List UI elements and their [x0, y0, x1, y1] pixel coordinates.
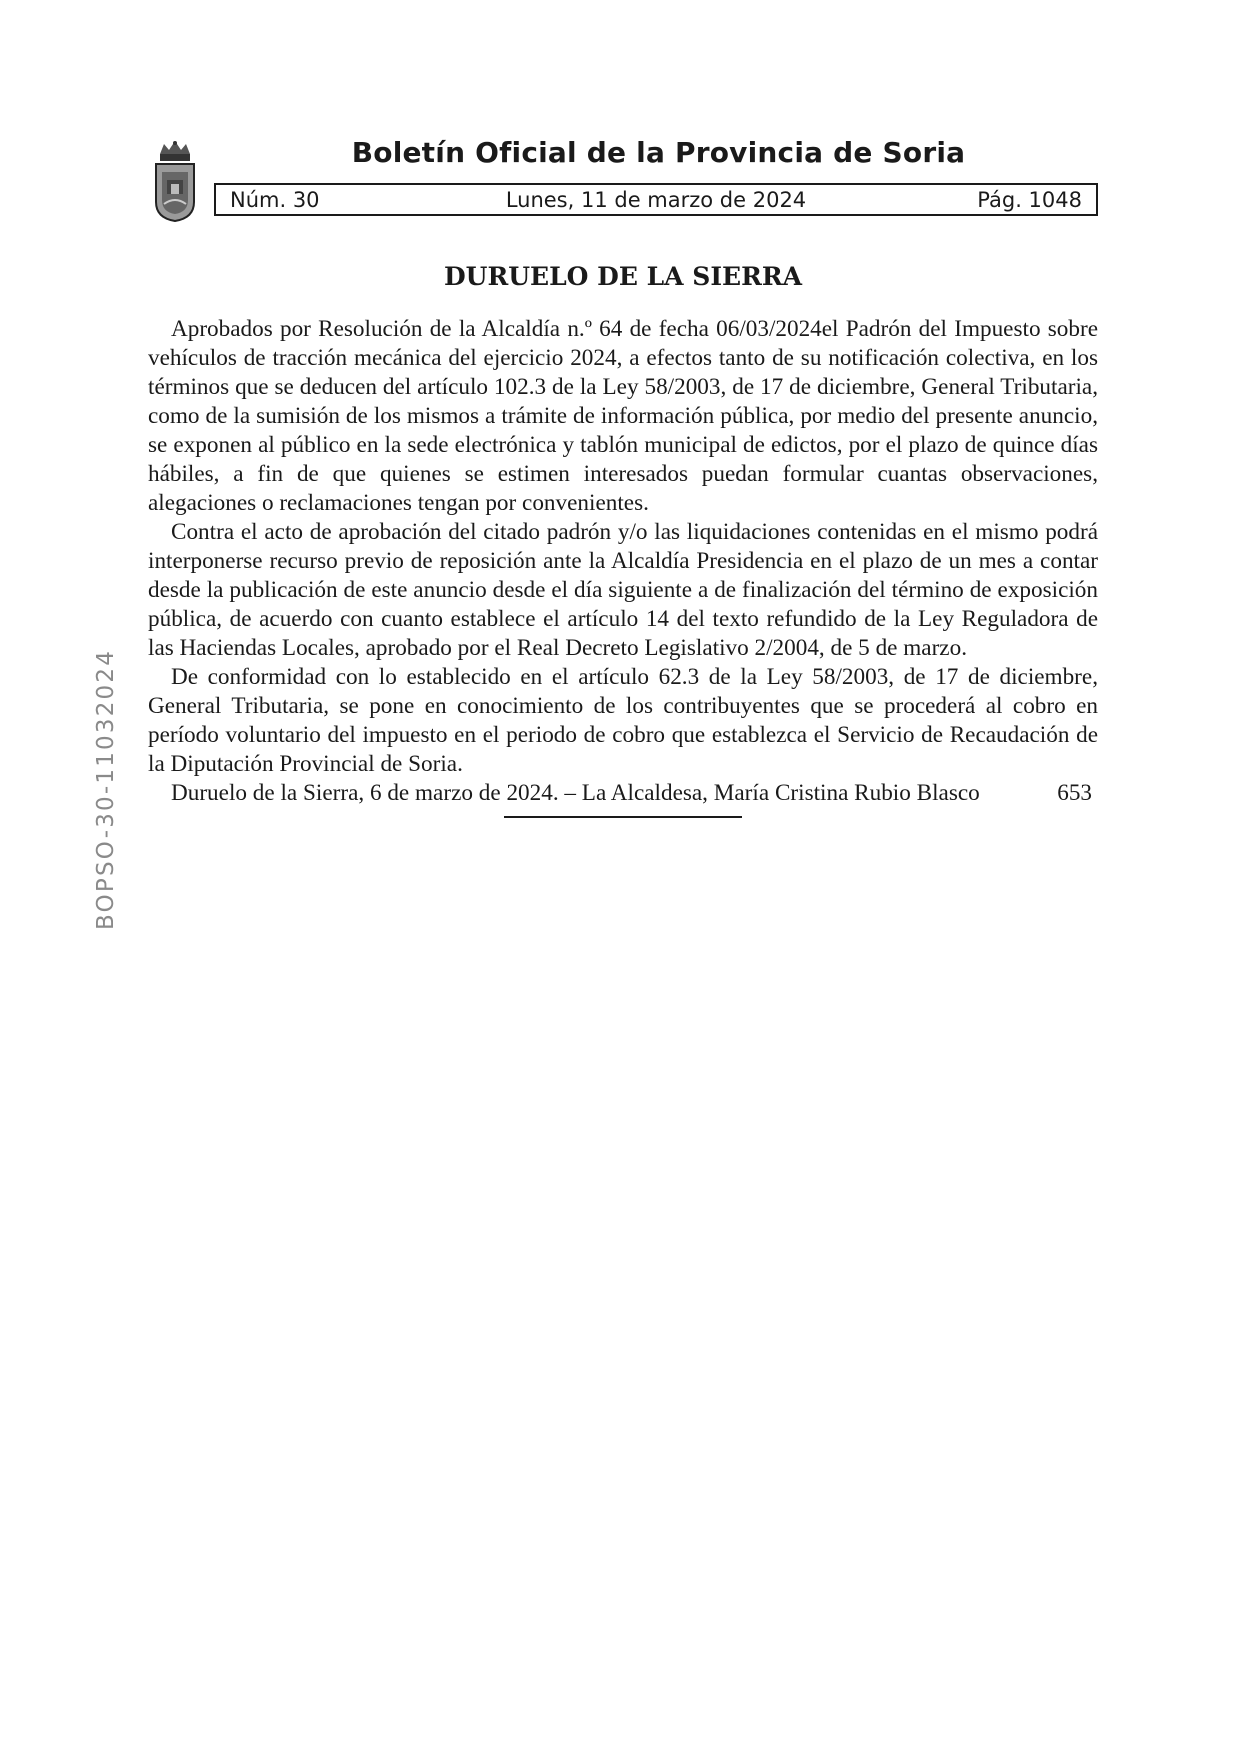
coat-of-arms-icon: [152, 140, 198, 222]
end-rule: [504, 816, 742, 818]
paragraph-3: De conformidad con lo establecido en el artículo 62.3 de la Ley 58/2003, de 17 de diciembre, General Tributaria, se pone en conocimiento de los contribuyentes que se procederá al cobro en período voluntario del impuesto en el periodo de cobro que establezca el Servicio de Recaudación de la Diputación Provincial de Soria.: [148, 664, 1098, 777]
page-number: Pág. 1048: [977, 188, 1082, 212]
document-code-stamp: BOPSO-30-11032024: [93, 648, 119, 930]
paragraph-1: Aprobados por Resolución de la Alcaldía n.º 64 de fecha 06/03/2024el Padrón del Impuesto sobre vehículos de tracción mecánica del ejercicio 2024, a efectos tanto de su notificación colectiva, en los términos que se deducen del artículo 102.3 de la Ley 58/2003, de 17 de diciembre, General Tributaria, como de la sumisión de los mismos a trámite de información pública, por medio del presente anuncio, se exponen al público en la sede electrónica y tablón municipal de edictos, por el plazo de quince días hábiles, a fin de que quienes se estimen interesados puedan formular cuantas observaciones, alegaciones o reclamaciones tengan por convenientes.: [148, 316, 1098, 516]
issue-date: Lunes, 11 de marzo de 2024: [505, 188, 807, 212]
announcement-number: 653: [1057, 780, 1092, 806]
paragraph-2: Contra el acto de aprobación del citado padrón y/o las liquidaciones contenidas en el mismo podrá interponerse recurso previo de reposición ante la Alcaldía Presidencia en el plazo de un mes a contar desde la publicación de este anuncio desde el día siguiente a de finalización del término de exposición pública, de acuerdo con cuanto establece el artículo 14 del texto refundido de la Ley Reguladora de las Haciendas Locales, aprobado por el Real Decreto Legislativo 2/2004, de 5 de marzo.: [148, 519, 1098, 661]
signature-line: [148, 779, 1098, 808]
article-body: [148, 315, 1098, 818]
article-heading: DURUELO DE LA SIERRA: [443, 262, 803, 291]
signature-text: Duruelo de la Sierra, 6 de marzo de 2024. – La Alcaldesa, María Cristina Rubio Blasco: [171, 780, 980, 806]
publication-title: Boletín Oficial de la Provincia de Soria: [351, 136, 966, 169]
issue-info-bar: [214, 183, 1098, 216]
issue-number: Núm. 30: [230, 188, 320, 212]
